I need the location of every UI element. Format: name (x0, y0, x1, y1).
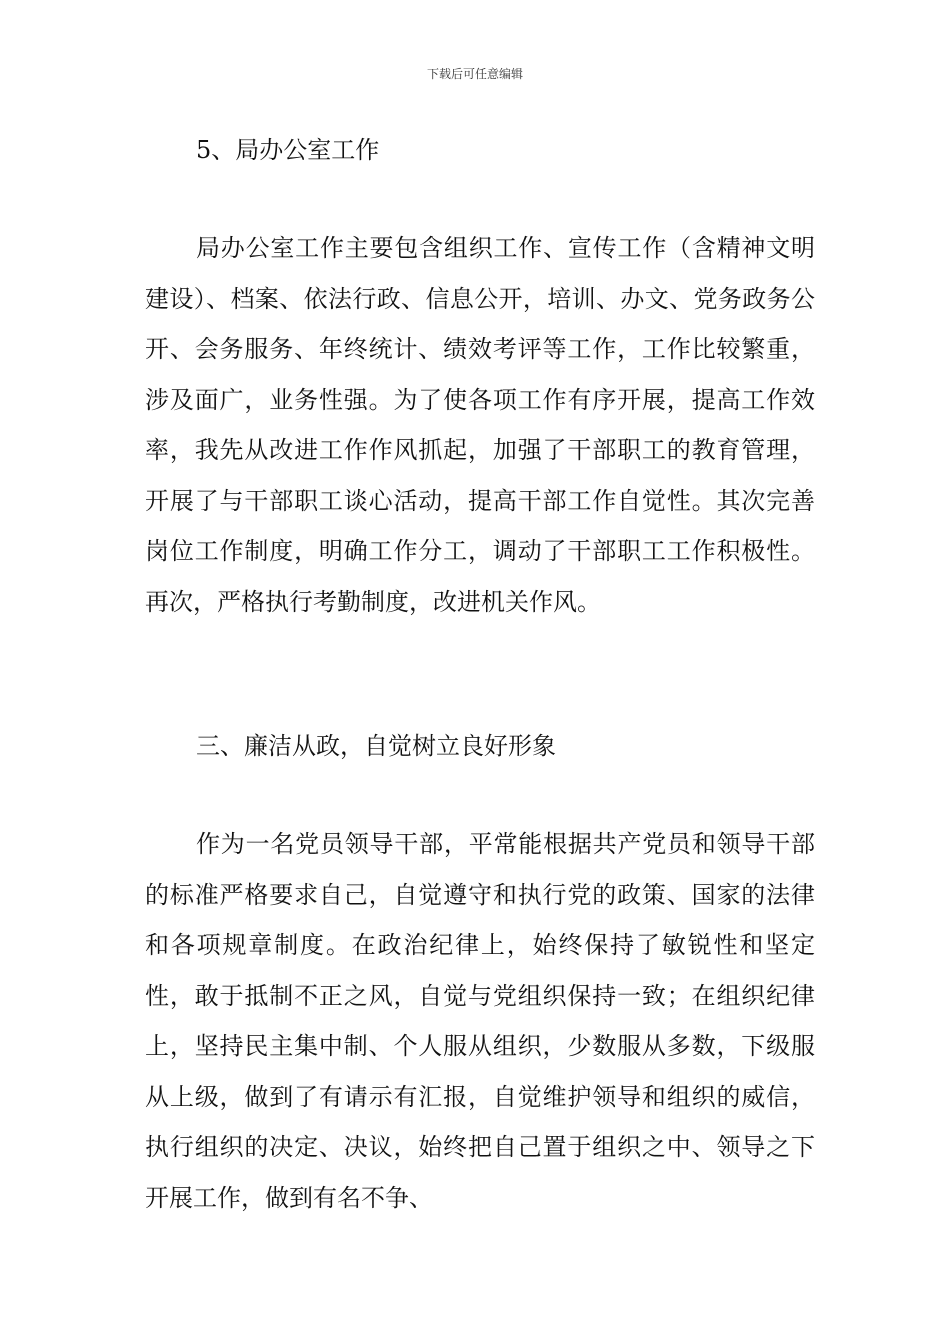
section-heading-integrity: 三、廉洁从政，自觉树立良好形象 (196, 732, 556, 760)
paragraph-office-work: 局办公室工作主要包含组织工作、宣传工作（含精神文明建设）、档案、依法行政、信息公开，培训、办文、党务政务公开、会务服务、年终统计、绩效考评等工作，工作比较繁重，涉及面广，业务性强。为了使各项工作有序开展，提高工作效率，我先从改进工作作风抓起，加强了干部职工的教育管理，开展了与干部职工谈心活动，提高干部工作自觉性。其次完善岗位工作制度，明确工作分工，调动了干部职工工作积极性。再次，严格执行考勤制度，改进机关作风。 (145, 234, 815, 616)
page-header: 下载后可任意编辑 (426, 67, 523, 81)
paragraph-integrity: 作为一名党员领导干部，平常能根据共产党员和领导干部的标准严格要求自己，自觉遵守和执行党的政策、国家的法律和各项规章制度。在政治纪律上，始终保持了敏锐性和坚定性，敢于抵制不正之风，自觉与党组织保持一致；在组织纪律上，坚持民主集中制、个人服从组织，少数服从多数，下级服从上级，做到了有请示有汇报，自觉维护领导和组织的威信，执行组织的决定、决议，始终把自己置于组织之中、领导之下开展工作，做到有名不争、 (145, 830, 815, 1212)
section-heading-office-work: 5、局办公室工作 (196, 136, 380, 164)
